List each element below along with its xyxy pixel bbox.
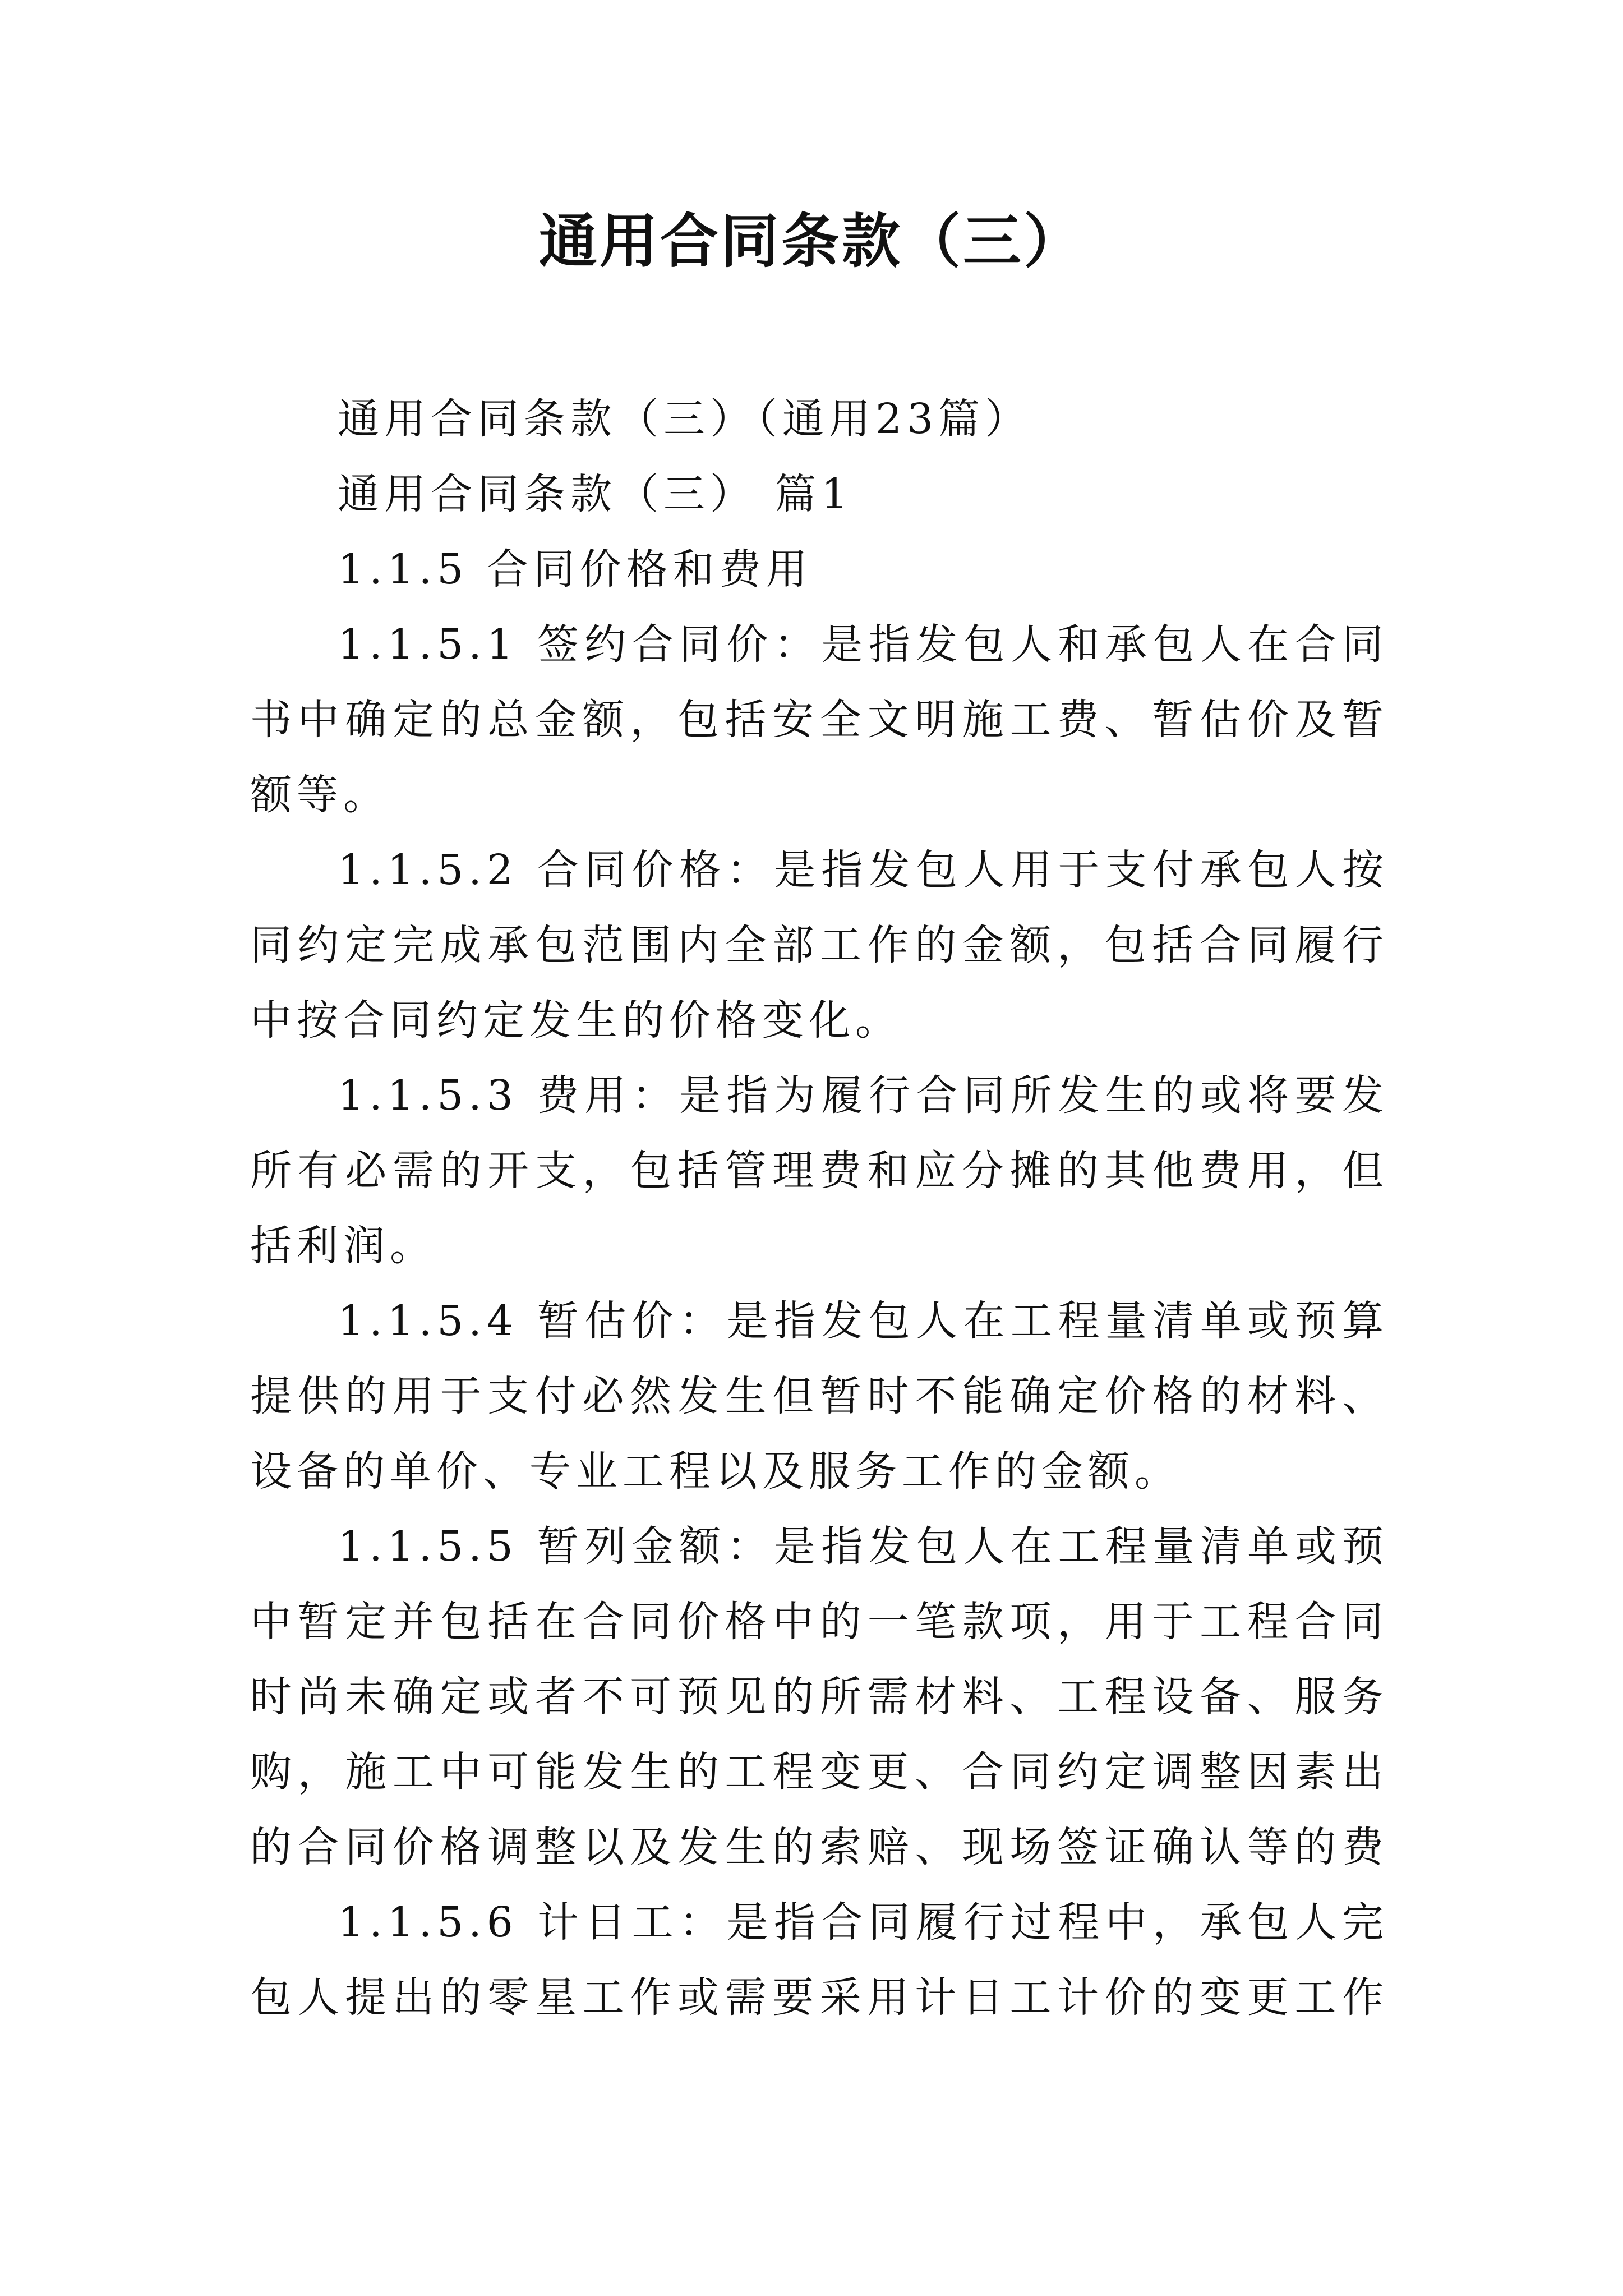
paragraph-line: 包人提出的零星工作或需要采用计日工计价的变更工作: [250, 1973, 1389, 2022]
paragraph-line: 1.1.5.1 签约合同价：是指发包人和承包人在合同: [338, 620, 1389, 669]
paragraph-line: 通用合同条款（三）（通用23篇）: [338, 395, 1032, 443]
paragraph-line: 时尚未确定或者不可预见的所需材料、工程设备、服务: [250, 1673, 1389, 1721]
document-title: 通用合同条款（三）: [538, 206, 1084, 275]
paragraph-line: 1.1.5.5 暂列金额：是指发包人在工程量清单或预: [338, 1522, 1389, 1571]
paragraph-line: 括利润。: [250, 1222, 436, 1270]
paragraph-line: 书中确定的总金额，包括安全文明施工费、暂估价及暂: [250, 696, 1389, 744]
paragraph-line: 所有必需的开支，包括管理费和应分摊的其他费用，但: [250, 1147, 1389, 1195]
paragraph-line: 设备的单价、专业工程以及服务工作的金额。: [250, 1447, 1181, 1496]
paragraph-line: 提供的用于支付必然发生但暂时不能确定价格的材料、: [250, 1372, 1389, 1420]
paragraph-line: 1.1.5.6 计日工：是指合同履行过程中，承包人完: [338, 1898, 1389, 1947]
paragraph-line: 购，施工中可能发生的工程变更、合同约定调整因素出: [250, 1748, 1389, 1796]
paragraph-line: 1.1.5 合同价格和费用: [338, 545, 813, 593]
paragraph-line: 中按合同约定发生的价格变化。: [250, 996, 902, 1045]
paragraph-line: 通用合同条款（三） 篇1: [338, 470, 853, 518]
paragraph-line: 1.1.5.4 暂估价：是指发包人在工程量清单或预算: [338, 1297, 1389, 1345]
document-body: [250, 381, 1389, 2035]
paragraph-line: 1.1.5.3 费用：是指为履行合同所发生的或将要发: [338, 1071, 1389, 1120]
paragraph-line: 1.1.5.2 合同价格：是指发包人用于支付承包人按: [338, 846, 1389, 894]
paragraph-line: 的合同价格调整以及发生的索赔、现场签证确认等的费: [250, 1823, 1389, 1871]
paragraph-line: 中暂定并包括在合同价格中的一笔款项，用于工程合同: [250, 1598, 1389, 1646]
paragraph-line: 同约定完成承包范围内全部工作的金额，包括合同履行: [250, 921, 1389, 969]
paragraph-line: 额等。: [250, 771, 390, 819]
